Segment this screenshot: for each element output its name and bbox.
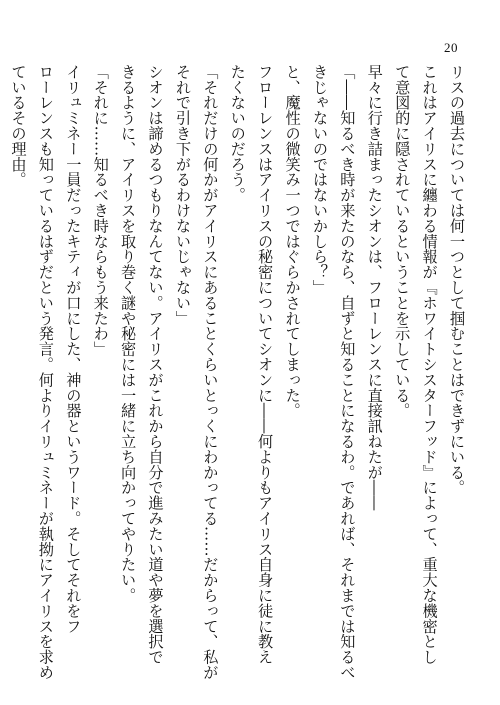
text-line: て意図的に隠されているということを示している。: [393, 64, 412, 419]
text-line: ローレンスも知っているはずだという発言。何よりイリュミネーが執拗にアイリスを求め: [36, 64, 55, 680]
text-line: と、魔性の微笑み一つではぐらかされてしまった。: [283, 64, 302, 419]
text-line: これはアイリスに纏わる情報が『ホワイトシスターフッド』によって、重大な機密とし: [420, 64, 439, 665]
text-line: きじゃないのではないかしら？」: [310, 64, 329, 295]
text-line: それで引き下がるわけないじゃない」: [173, 64, 192, 326]
novel-text-body: [9, 64, 470, 680]
text-line: 早々に行き詰まったシオンは、フローレンスに直接訊ねたが――: [365, 64, 384, 511]
text-line: きるように、アイリスを取り巻く謎や秘密には一緒に立ち向かってやりたい。: [119, 64, 138, 603]
text-line: イリュミネー一員だったキティが口にした、神の器というワード。そしてそれをフ: [64, 64, 83, 634]
text-line: [0, 64, 4, 654]
text-line: リスの過去については何一つとして掴むことはできずにいる。: [448, 64, 466, 496]
text-line: たくないのだろう。: [228, 64, 247, 203]
text-line: ているその理由。: [9, 64, 28, 188]
text-line: シオンは諦めるつもりなんてない。アイリスがこれから自分で進みたい道や夢を選択で: [146, 64, 165, 665]
text-line: 「それだけの何かがアイリスにあることくらいとっくにわかってる……だからって、私が: [201, 64, 220, 680]
text-line: 「――知るべき時が来たのなら、自ずと知ることになるわ。であれば、それまでは知るべ: [338, 64, 357, 680]
text-line: 「それに……知るべき時ならもう来たわ」: [91, 64, 110, 357]
text-line: フローレンスはアイリスの秘密についてシオンに――何よりもアイリス自身に徒に教え: [256, 64, 275, 665]
page-number: 20: [444, 40, 458, 55]
